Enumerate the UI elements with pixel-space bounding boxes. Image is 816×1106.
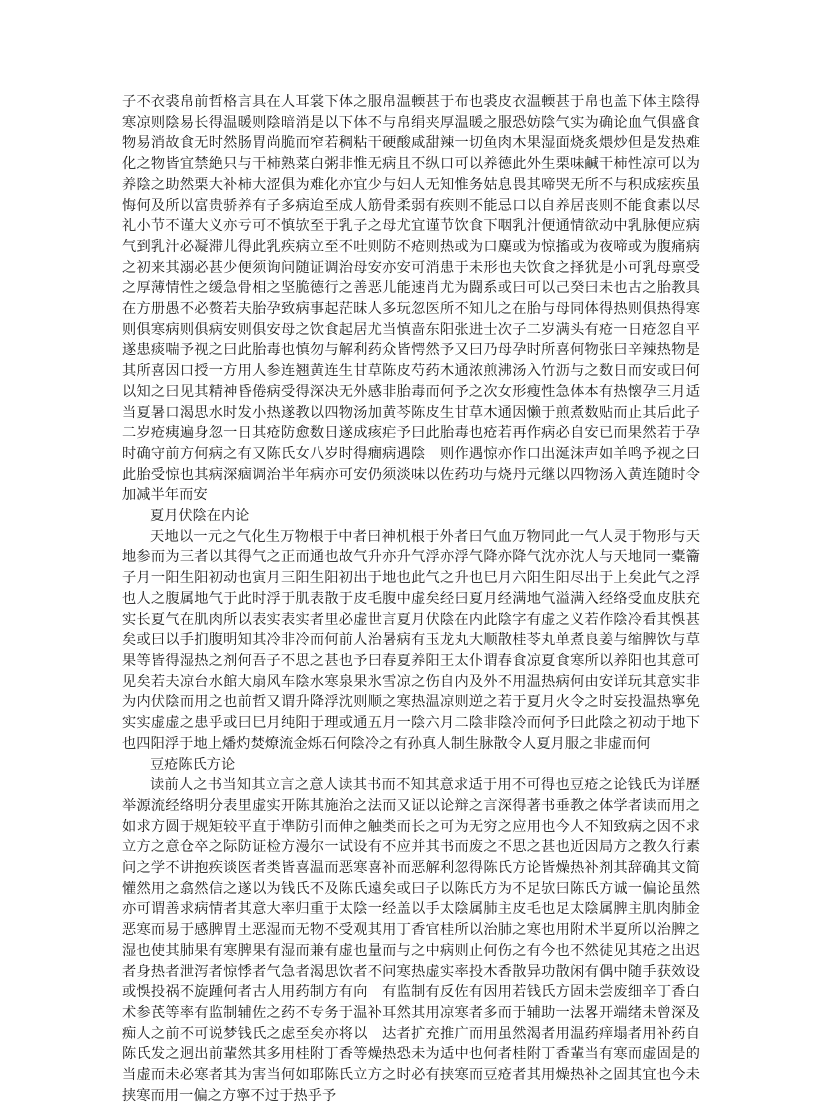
body-paragraph-3: 读前人之书当知其立言之意人读其书而不知其意求适于用不可得也豆疮之论钱氏为详歷举源流经络明分表里虚实开陈其施治之法而又证以论辩之言深得著书垂教之体学者读而用之如求方圆于规矩较平直于凖防引而伸之触类而长之可为无穷之应用也今人不知致病之因不求立方之意仓卒之际防证检方漫尔一试设有不应并其书而废之不思之甚也近因局方之教久行素问之学不讲抱疾谈医者类皆喜温而恶寒喜补而恶解利忽得陈氏方论皆燥热补剂其辞确其文简懽然用之翕然信之遂以为钱氏不及陈氏遠矣或曰子以陈氏方为不足欤曰陈氏方诚一偏论虽然亦可谓善求病情者其意大率归重于太陰一经盖以手太陰属肺主皮毛也足太陰属脾主肌肉肺金恶寒而易于感脾胃土恶湿而无物不受观其用丁香官桂所以治肺之寒也用附术半夏所以治脾之湿也使其肺果有寒脾果有湿而兼有虚也量而与之中病则止何伤之有今也不然徒见其疮之出迟者身热者泄泻者惊悸者气急者渴思饮者不问寒热虚实率投木香散异功散闲有偶中随手获效设或悞投祸不旋踵何者古人用药制方有向 有监制有反佐有因用若钱氏方固未尝废细辛丁香白术参芪等率有监制辅佐之药不专务于温补耳然其用凉寒者多而于辅助一法畧开端绪未曾深及痴人之前不可说梦钱氏之虑至矣亦将以 达者扩充推广而用虽然渴者用温药痒塌者用补药自陈氏发之迥出前輩然其多用桂附丁香等燥热恐未为适中也何者桂附丁香輩当有寒而虚固是的当虚而未必寒者其为害当何如耶陈氏立方之时必有挟寒而豆疮者其用燥热补之固其宜也今未挟寒而用一偏之方寧不过于热乎予 — [122, 777, 700, 1104]
section-heading-summer-yin: 夏月伏陰在内论 — [150, 508, 250, 525]
body-paragraph-1: 子不衣裘帛前哲格言具在人耳裳下体之服帛温輭甚于布也裘皮衣温輭甚于帛也盖下体主陰得寒凉则陰易长得温暖则陰暗消是以下体不与帛绢夹厚温暖之服恐妨陰气实为确论血气俱盛食物易消故食无时然肠胃尚脆而窄若稠粘干硬酸咸甜辣一切鱼肉木果湿面烧炙煨炒但是发热难化之物皆宜禁絶只与干柿熟菜白粥非惟无病且不纵口可以养德此外生栗味鹹干柿性凉可以为养陰之助然栗大补柿大涩俱为难化亦宜少与妇人无知惟务姑息畏其啼哭无所不与积成痃疾虽悔何及所以富贵骄养有子多病迨至成人筋骨柔弱有疾则不能忌口以自养居丧则不能食素以尽礼小节不谨大义亦亏可不慎欤至于乳子之母尤宜谨节饮食下咽乳汁便通情欲动中乳脉便应病气到乳汁必凝滞儿得此乳疾病立至不吐则防不疮则热或为口麋或为惊搐或为夜啼或为腹痛病之初来其溺必甚少便须询问随证调治母安亦安可消患于未形也夫饮食之择犹是小可乳母禀受之厚薄情性之缓急骨相之坚脆德行之善恶儿能速肖尤为闘系或曰可以己癸曰未也古之胎教具在方册愚不必赘若夫胎孕致病事起茫昧人多玩忽医所不知儿之在胎与母同体得热则俱热得寒则俱寒病则俱病安则俱安母之饮食起居尤当慎啬东阳张进士次子二岁满头有疮一日疮忽自平遂患痰喘予视之曰此胎毒也慎勿与解利药众皆愕然予又曰乃母孕时所喜何物张曰辛辣热物是其所喜因口授一方用人参连翘黄连生甘草陈皮芍药木通浓煎沸汤入竹沥与之数日而安或曰何以知之曰见其精神昏倦病受得深决无外感非胎毒而何予之次女形瘦性急体本有热懐孕三月适当夏暑口渴思水时发小热遂教以四物汤加黄芩陈皮生甘草木通因懒于煎煮数贴而止其后此子二岁疮痍遍身忽一日其疮防愈数日遂成痎疟予曰此胎毒也疮若再作病必自安已而果然若于孕时确守前方何病之有又陈氏女八岁时得癎病遇陰 则作遇惊亦作口出涎沫声如羊鸣予视之曰此胎受惊也其病深痼调治半年病亦可安仍须淡味以佐药功与烧丹元继以四物汤入黄连随时令加减半年而安 — [122, 94, 700, 504]
section-heading-smallpox-chen: 豆疮陈氏方论 — [150, 756, 236, 773]
body-paragraph-2: 天地以一元之气化生万物根于中者曰神机根于外者曰气血万物同此一气人灵于物形与天地参而为三者以其得气之正而通也故气升亦升气浮亦浮气降亦降气沈亦沈人与天地同一橐籥子月一阳生阳初动也寅月三阳生阳初出于地也此气之升也巳月六阳生阳尽出于上矣此气之浮也人之腹属地气于此时浮于肌表散于皮毛腹中虚矣经曰夏月经满地气溢满入经络受血皮肤充实长夏气在肌肉所以表实表实者里必虚世言夏月伏陰在内此陰字有虚之义若作陰冷看其悞甚矣或曰以手扪腹明知其冷非冷而何前人治暑病有玉龙丸大顺散桂苓丸单煮良姜与缩脾饮与草果等皆得湿热之剂何吾子不思之甚也予曰春夏养阳王太仆谓春食凉夏食寒所以养阳也其意可见矣若夫凉台水館大扇风车陰水寒泉果氷雪凉之伤自内及外不用温热病何由安详玩其意实非为内伏陰而用之也前哲又谓升降浮沈则顺之寒热温凉则逆之若于夏月火令之时妄投温热寧免实实虚虚之患乎或曰巳月纯阳于理或通五月一陰六月二陰非陰冷而何予曰此陰之初动于地下也四阳浮于地上燔灼焚燎流金烁石何陰冷之有孙真人制生脉散令人夏月服之非虚而何 — [122, 528, 700, 752]
document-page — [122, 92, 700, 1106]
